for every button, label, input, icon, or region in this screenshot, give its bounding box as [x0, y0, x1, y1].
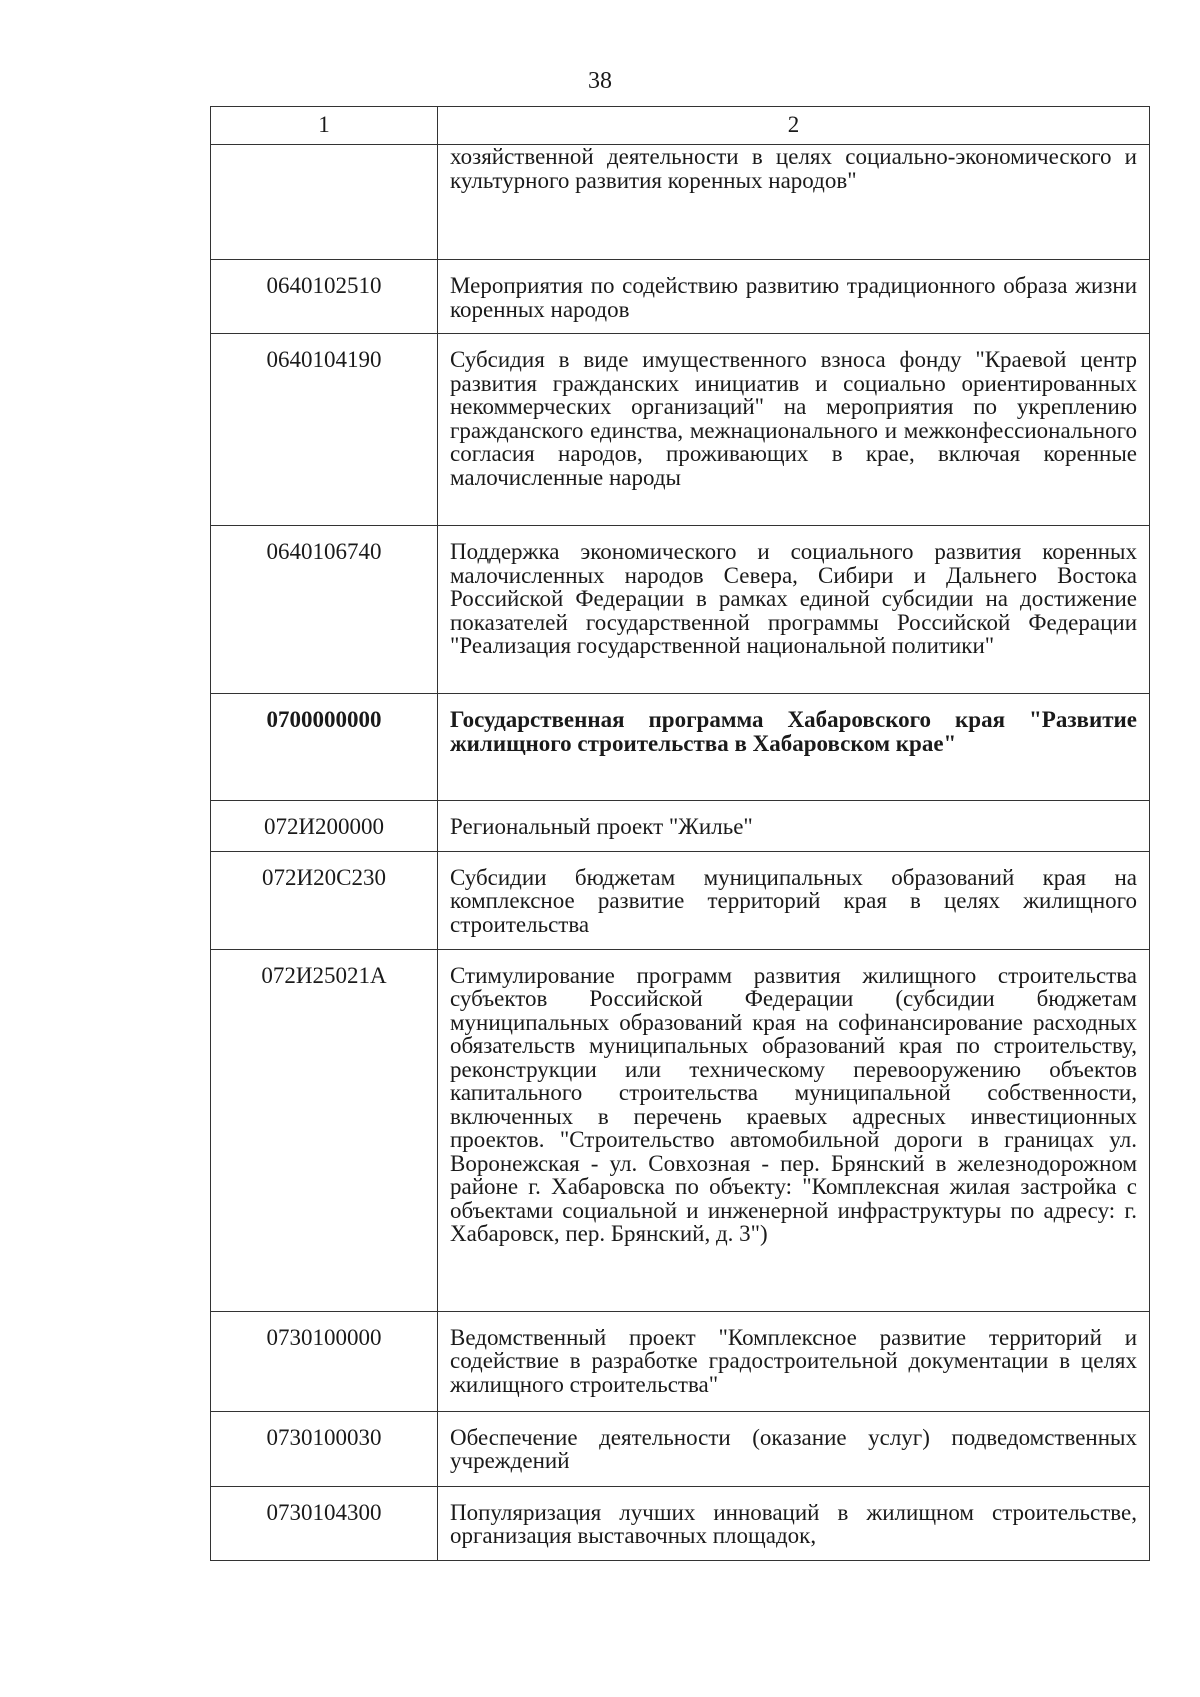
table-row — [211, 145, 1150, 260]
row-code: 0730100000 — [211, 1311, 438, 1411]
row-code — [211, 145, 438, 260]
column-header-2: 2 — [438, 107, 1150, 145]
table-header-row — [211, 107, 1150, 145]
budget-classification-table — [210, 106, 1150, 1561]
row-description: Обеспечение деятельности (оказание услуг) подведомственных учреждений — [438, 1411, 1150, 1486]
row-code: 0640102510 — [211, 260, 438, 334]
row-description: Субсидия в виде имущественного взноса фонду "Краевой центр развития гражданских инициатив и социально ориентированных некоммерческих организаций" на мероприятия по укреплению гражданского единства, межнационального и межконфессионального согласия народов, проживающих в крае, включая коренные малочисленные народы — [438, 334, 1150, 526]
table-row — [211, 949, 1150, 1311]
page-number: 38 — [588, 68, 612, 94]
row-description: Региональный проект "Жилье" — [438, 801, 1150, 852]
row-description: хозяйственной деятельности в целях социально-экономического и культурного развития коренных народов" — [438, 145, 1150, 260]
table-row — [211, 1486, 1150, 1560]
row-description: Стимулирование программ развития жилищного строительства субъектов Российской Федерации (субсидии бюджетам муниципальных образований края на софинансирование расходных обязательств муниципальных образований края по строительству, реконструкции или техническому перевооружению объектов капитального строительства муниципальной собственности, включенных в перечень краевых адресных инвестиционных проектов. "Строительство автомобильной дороги в границах ул. Воронежская - ул. Совхозная - пер. Брянский в железнодорожном районе г. Хабаровска по объекту: "Комплексная жилая застройка с объектами социальной и инженерной инфраструктуры по адресу: г. Хабаровск, пер. Брянский, д. 3") — [438, 949, 1150, 1311]
column-header-1: 1 — [211, 107, 438, 145]
table-row — [211, 334, 1150, 526]
row-description: Государственная программа Хабаровского края "Развитие жилищного строительства в Хабаровском крае" — [438, 694, 1150, 801]
row-description: Популяризация лучших инноваций в жилищном строительстве, организация выставочных площадок, — [438, 1486, 1150, 1560]
table-row — [211, 801, 1150, 852]
table-row — [211, 526, 1150, 694]
table-row — [211, 260, 1150, 334]
row-code: 0730104300 — [211, 1486, 438, 1560]
row-description: Мероприятия по содействию развитию традиционного образа жизни коренных народов — [438, 260, 1150, 334]
row-code: 072И25021А — [211, 949, 438, 1311]
row-description: Субсидии бюджетам муниципальных образований края на комплексное развитие территорий края в целях жилищного строительства — [438, 851, 1150, 949]
table-row — [211, 694, 1150, 801]
row-code: 0640106740 — [211, 526, 438, 694]
row-code: 0700000000 — [211, 694, 438, 801]
row-description: Поддержка экономического и социального развития коренных малочисленных народов Севера, Сибири и Дальнего Востока Российской Федерации в рамках единой субсидии на достижение показателей государственной программы Российской Федерации "Реализация государственной национальной политики" — [438, 526, 1150, 694]
table-row — [211, 1411, 1150, 1486]
row-code: 0640104190 — [211, 334, 438, 526]
row-code: 072И20С230 — [211, 851, 438, 949]
table-row — [211, 1311, 1150, 1411]
row-description: Ведомственный проект "Комплексное развитие территорий и содействие в разработке градостроительной документации в целях жилищного строительства" — [438, 1311, 1150, 1411]
row-code: 0730100030 — [211, 1411, 438, 1486]
row-code: 072И200000 — [211, 801, 438, 852]
table-row — [211, 851, 1150, 949]
